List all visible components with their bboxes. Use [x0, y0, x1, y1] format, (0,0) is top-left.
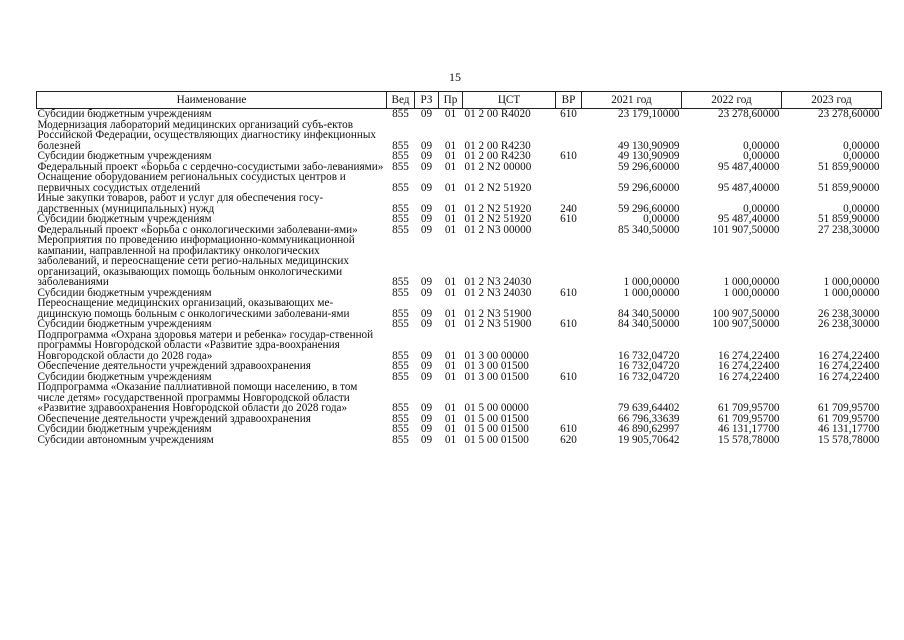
row-cst-cell: 01 2 N2 51920 — [464, 213, 532, 225]
row-vr-cell — [556, 162, 582, 173]
row-rz-cell: 09 — [420, 370, 433, 383]
row-cst-cell: 01 3 00 01500 — [464, 360, 529, 372]
row-rz-cell: 09 — [420, 139, 433, 152]
row-ved-cell: 855 — [392, 108, 409, 120]
table-row — [37, 151, 882, 162]
row-ved-cell: 855 — [392, 360, 409, 372]
row-2021-cell: 59 296,60000 — [617, 181, 680, 194]
row-2021-cell: 59 296,60000 — [617, 202, 680, 215]
row-rz-cell: 09 — [420, 349, 433, 362]
row-2021-cell: 23 179,10000 — [617, 108, 680, 120]
row-2022-cell: 46 131,17700 — [717, 423, 780, 435]
row-2023-cell: 0,00000 — [843, 202, 880, 215]
row-name-cell: Субсидии бюджетным учреждениям — [37, 318, 212, 330]
row-pr-cell: 01 — [444, 139, 457, 152]
row-name-cell: Подпрограмма «Охрана здоровья матери и ребенка» государ-ственной программы Новгородской области «Развитие здра-воохранения Новгородской области до 2028 года» — [37, 328, 374, 362]
row-2022-cell: 15 578,78000 — [717, 433, 780, 446]
row-pr-cell: 01 — [444, 349, 457, 362]
row-name-cell: Мероприятия по проведению информационно-коммуникационной кампании, направленной на профилактику онкологических заболеваний, и переоснащение сети регио-нальных медицинских организаций, оказывающих помощь больным онкологическими заболеваниями — [37, 234, 355, 288]
row-2023-cell: 16 274,22400 — [817, 370, 880, 383]
row-ved-cell: 855 — [392, 150, 409, 162]
row-2023-cell: 26 238,30000 — [817, 307, 880, 320]
row-pr-cell: 01 — [444, 181, 457, 194]
row-vr-cell — [556, 120, 582, 152]
row-name-cell: Подпрограмма «Оказание паллиативной помощи населению, в том числе детям» государственной программы Новгородской области «Развитие здравоохранения Новгородской области до 2028 года» — [37, 381, 358, 414]
row-pr-cell: 01 — [444, 423, 457, 435]
row-name-cell: Субсидии бюджетным учреждениям — [37, 286, 212, 299]
row-vr-cell: 610 — [560, 150, 577, 162]
row-ved-cell: 855 — [392, 307, 409, 320]
row-cst-cell: 01 3 00 00000 — [464, 349, 529, 362]
row-2022-cell: 23 278,60000 — [717, 108, 780, 120]
row-vr-cell: 610 — [560, 370, 577, 383]
row-2023-cell: 46 131,17700 — [817, 423, 880, 435]
row-name-cell: Субсидии бюджетным учреждениям — [37, 370, 212, 383]
row-pr-cell: 01 — [444, 370, 457, 383]
row-ved-cell: 855 — [392, 423, 409, 435]
row-cst-cell: 01 3 00 01500 — [464, 370, 529, 383]
row-vr-cell: 240 — [560, 202, 577, 215]
row-2021-cell: 0,00000 — [643, 213, 680, 225]
row-2021-cell: 19 905,70642 — [617, 433, 680, 446]
row-2022-cell: 61 709,95700 — [717, 412, 780, 425]
row-2023-cell: 23 278,60000 — [817, 108, 880, 120]
row-2021-cell: 49 130,90909 — [617, 150, 680, 162]
row-name-cell: Обеспечение деятельности учреждений здравоохранения — [37, 360, 311, 372]
row-cst-cell: 01 5 00 01500 — [464, 412, 529, 425]
row-2023-cell: 27 238,30000 — [817, 223, 880, 236]
row-vr-cell — [556, 235, 582, 288]
row-2022-cell: 100 907,50000 — [712, 307, 780, 320]
row-cst-cell: 01 2 N3 51900 — [464, 318, 532, 330]
row-vr-cell: 610 — [560, 108, 577, 120]
table-row — [37, 361, 882, 372]
row-2022-cell: 16 274,22400 — [717, 349, 780, 362]
column-header-pr: Пр — [439, 92, 463, 109]
row-cst-cell: 01 2 N2 51920 — [464, 181, 532, 194]
row-2022-cell: 16 274,22400 — [717, 360, 780, 372]
row-name-cell: Субсидии бюджетным учреждениям — [37, 108, 212, 120]
row-rz-cell: 09 — [420, 402, 433, 414]
row-ved-cell: 855 — [392, 402, 409, 414]
row-rz-cell: 09 — [420, 150, 433, 162]
row-2023-cell: 16 274,22400 — [817, 349, 880, 362]
table-row — [37, 298, 882, 319]
row-2022-cell: 100 907,50000 — [712, 318, 780, 330]
row-2022-cell: 95 487,40000 — [717, 213, 780, 225]
row-pr-cell: 01 — [444, 223, 457, 236]
row-ved-cell: 855 — [392, 139, 409, 152]
row-2023-cell: 61 709,95700 — [817, 402, 880, 414]
row-pr-cell: 01 — [444, 150, 457, 162]
row-rz-cell: 09 — [420, 360, 433, 372]
column-header-2023: 2023 год — [782, 92, 882, 109]
row-2021-cell: 46 890,62997 — [617, 423, 680, 435]
row-rz-cell: 09 — [420, 213, 433, 225]
row-cst-cell: 01 2 N2 51920 — [464, 202, 532, 215]
column-header-rz: РЗ — [415, 92, 439, 109]
row-pr-cell: 01 — [444, 286, 457, 299]
row-cst-cell: 01 2 N3 24030 — [464, 276, 532, 288]
row-cst-cell: 01 5 00 00000 — [464, 402, 529, 414]
row-cst-cell: 01 2 N3 51900 — [464, 307, 532, 320]
row-pr-cell: 01 — [444, 160, 457, 173]
row-2022-cell: 1 000,00000 — [723, 286, 780, 299]
row-2021-cell: 59 296,60000 — [617, 160, 680, 173]
row-cst-cell: 01 2 N3 24030 — [464, 286, 532, 299]
row-ved-cell: 855 — [392, 349, 409, 362]
table-row — [37, 193, 882, 214]
row-vr-cell — [556, 361, 582, 372]
row-ved-cell: 855 — [392, 318, 409, 330]
row-ved-cell: 855 — [392, 433, 409, 446]
row-name-cell: Обеспечение деятельности учреждений здравоохранения — [37, 412, 311, 425]
row-pr-cell: 01 — [444, 108, 457, 120]
row-2022-cell: 95 487,40000 — [717, 181, 780, 194]
row-2021-cell: 85 340,50000 — [617, 223, 680, 236]
row-name-cell: Субсидии бюджетным учреждениям — [37, 150, 212, 162]
row-pr-cell: 01 — [444, 318, 457, 330]
row-name-cell: Иные закупки товаров, работ и услуг для обеспечения госу-дарственных (муниципальных) нужд — [37, 192, 324, 215]
row-2023-cell: 51 859,90000 — [817, 181, 880, 194]
row-vr-cell — [556, 172, 582, 193]
budget-table — [36, 91, 882, 445]
table-body — [37, 109, 882, 446]
row-2022-cell: 0,00000 — [743, 202, 780, 215]
row-2021-cell: 1 000,00000 — [623, 276, 680, 288]
row-pr-cell: 01 — [444, 412, 457, 425]
table-row — [37, 109, 882, 120]
table-row — [37, 382, 882, 414]
table-row — [37, 330, 882, 362]
row-2021-cell: 16 732,04720 — [617, 349, 680, 362]
row-pr-cell: 01 — [444, 202, 457, 215]
row-rz-cell: 09 — [420, 412, 433, 425]
row-vr-cell: 610 — [560, 213, 577, 225]
row-2023-cell: 0,00000 — [843, 150, 880, 162]
table-header-row — [37, 92, 882, 109]
row-pr-cell: 01 — [444, 360, 457, 372]
row-2022-cell: 16 274,22400 — [717, 370, 780, 383]
row-cst-cell: 01 2 00 R4230 — [464, 139, 531, 152]
row-pr-cell: 01 — [444, 402, 457, 414]
row-2021-cell: 49 130,90909 — [617, 139, 680, 152]
row-2021-cell: 16 732,04720 — [617, 370, 680, 383]
row-vr-cell: 610 — [560, 318, 577, 330]
row-name-cell: Федеральный проект «Борьба с онкологическими заболевани-ями» — [37, 223, 358, 236]
row-ved-cell: 855 — [392, 223, 409, 236]
row-rz-cell: 09 — [420, 433, 433, 446]
row-name-cell: Субсидии бюджетным учреждениям — [37, 213, 212, 225]
row-ved-cell: 855 — [392, 213, 409, 225]
column-header-2021: 2021 год — [582, 92, 682, 109]
row-2023-cell: 51 859,90000 — [817, 213, 880, 225]
row-vr-cell: 610 — [560, 286, 577, 299]
row-2022-cell: 1 000,00000 — [723, 276, 780, 288]
row-2021-cell: 16 732,04720 — [617, 360, 680, 372]
row-name-cell: Оснащение оборудованием региональных сосудистых центров и первичных сосудистых отделений — [37, 171, 346, 194]
row-vr-cell — [556, 225, 582, 236]
table-row — [37, 435, 882, 446]
row-vr-cell: 610 — [560, 423, 577, 435]
column-header-2022: 2022 год — [682, 92, 782, 109]
row-name-cell: Субсидии бюджетным учреждениям — [37, 423, 212, 435]
row-pr-cell: 01 — [444, 213, 457, 225]
column-header-ved: Вед — [387, 92, 415, 109]
row-ved-cell: 855 — [392, 276, 409, 288]
row-ved-cell: 855 — [392, 181, 409, 194]
column-header-vr: ВР — [556, 92, 582, 109]
row-ved-cell: 855 — [392, 370, 409, 383]
row-2021-cell: 84 340,50000 — [617, 307, 680, 320]
row-2022-cell: 101 907,50000 — [712, 223, 780, 236]
row-2021-cell: 66 796,33639 — [617, 412, 680, 425]
row-2021-cell: 84 340,50000 — [617, 318, 680, 330]
column-header-cst: ЦСТ — [463, 92, 556, 109]
row-vr-cell — [556, 330, 582, 362]
table-row — [37, 172, 882, 193]
row-2023-cell: 15 578,78000 — [817, 433, 880, 446]
row-cst-cell: 01 5 00 01500 — [464, 433, 529, 446]
row-name-cell: Федеральный проект «Борьба с сердечно-сосудистыми забо-леваниями» — [37, 160, 384, 173]
table-row — [37, 235, 882, 288]
table-row — [37, 120, 882, 152]
row-ved-cell: 855 — [392, 286, 409, 299]
row-cst-cell: 01 2 00 R4020 — [464, 108, 531, 120]
row-rz-cell: 09 — [420, 181, 433, 194]
row-2023-cell: 61 709,95700 — [817, 412, 880, 425]
row-pr-cell: 01 — [444, 433, 457, 446]
row-ved-cell: 855 — [392, 412, 409, 425]
table-row — [37, 214, 882, 225]
row-cst-cell: 01 2 N3 00000 — [464, 223, 532, 236]
row-cst-cell: 01 2 00 R4230 — [464, 150, 531, 162]
page-number: 15 — [449, 70, 461, 84]
row-2023-cell: 1 000,00000 — [823, 276, 880, 288]
row-name-cell: Переоснащение медицинских организаций, оказывающих ме-дицинскую помощь больным с онкологическими заболевани-ями — [37, 297, 350, 320]
row-name-cell: Модернизация лабораторий медицинских организаций субъ-ектов Российской Федерации, осуществляющих диагностику инфекционных болезней — [37, 118, 376, 152]
row-2022-cell: 0,00000 — [743, 139, 780, 152]
row-rz-cell: 09 — [420, 160, 433, 173]
row-rz-cell: 09 — [420, 276, 433, 288]
row-2022-cell: 61 709,95700 — [717, 402, 780, 414]
row-ved-cell: 855 — [392, 202, 409, 215]
row-2021-cell: 79 639,64402 — [617, 402, 680, 414]
row-rz-cell: 09 — [420, 108, 433, 120]
row-rz-cell: 09 — [420, 202, 433, 215]
column-header-name: Наименование — [37, 92, 387, 109]
row-rz-cell: 09 — [420, 423, 433, 435]
row-2023-cell: 1 000,00000 — [823, 286, 880, 299]
row-vr-cell — [556, 382, 582, 414]
row-2023-cell: 26 238,30000 — [817, 318, 880, 330]
row-vr-cell: 620 — [560, 433, 577, 446]
row-2022-cell: 95 487,40000 — [717, 160, 780, 173]
row-2023-cell: 0,00000 — [843, 139, 880, 152]
row-pr-cell: 01 — [444, 307, 457, 320]
row-ved-cell: 855 — [392, 160, 409, 173]
row-rz-cell: 09 — [420, 307, 433, 320]
row-name-cell: Субсидии автономным учреждениям — [37, 433, 214, 446]
row-rz-cell: 09 — [420, 286, 433, 299]
row-rz-cell: 09 — [420, 318, 433, 330]
row-cst-cell: 01 5 00 01500 — [464, 423, 529, 435]
row-vr-cell — [556, 298, 582, 319]
row-cst-cell: 01 2 N2 00000 — [464, 160, 532, 173]
row-2023-cell: 16 274,22400 — [817, 360, 880, 372]
row-2023-cell: 51 859,90000 — [817, 160, 880, 173]
row-rz-cell: 09 — [420, 223, 433, 236]
row-2021-cell: 1 000,00000 — [623, 286, 680, 299]
table-row — [37, 424, 882, 435]
row-pr-cell: 01 — [444, 276, 457, 288]
row-2022-cell: 0,00000 — [743, 150, 780, 162]
table-row — [37, 319, 882, 330]
